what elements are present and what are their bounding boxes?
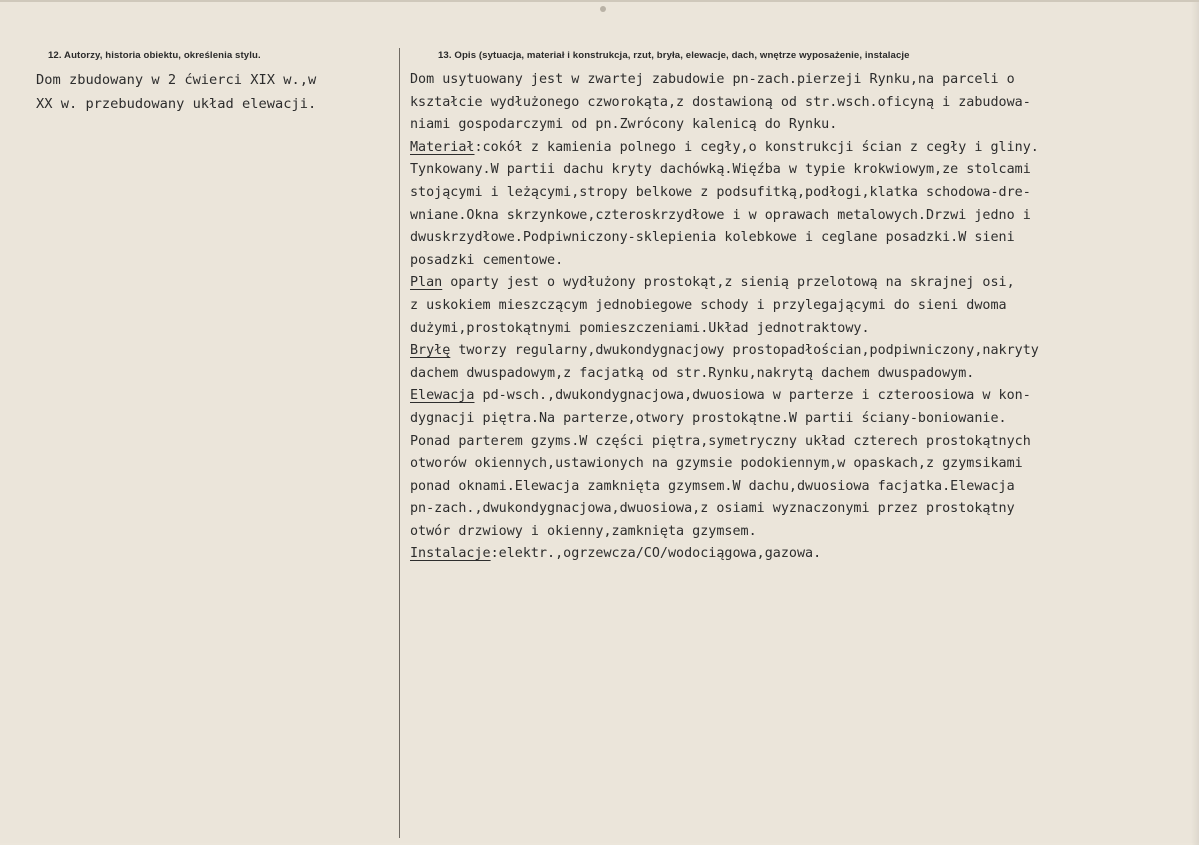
section-13-line (410, 92, 1190, 115)
section-12-header: 12. Autorzy, historia obiektu, określenia stylu. (48, 50, 261, 61)
section-13-line-text: ponad oknami.Elewacja zamknięta gzymsem.W dachu,dwuosiowa facjatka.Elewacja (410, 478, 1015, 494)
section-13-line (410, 498, 1190, 521)
section-13-line (410, 408, 1190, 431)
section-12-line: XX w. przebudowany układ elewacji. (36, 95, 317, 112)
section-13-line-text: z uskokiem mieszczącym jednobiegowe schody i przylegającymi do sieni dwoma (410, 297, 1007, 313)
section-12-line: Dom zbudowany w 2 ćwierci XIX w.,w (36, 72, 317, 88)
section-13-line-text: dachem dwuspadowym,z facjatką od str.Rynku,nakrytą dachem dwuspadowym. (410, 365, 975, 381)
section-13-line (410, 69, 1190, 92)
section-13-subheading: Materiał (410, 139, 475, 155)
section-13-line-text: Dom usytuowany jest w zwartej zabudowie pn-zach.pierzeji Rynku,na parceli o (410, 72, 1015, 87)
section-13-line (410, 318, 1190, 341)
section-13-line-text: dużymi,prostokątnymi pomieszczeniami.Układ jednotraktowy. (410, 320, 870, 336)
section-13-line-text: pn-zach.,dwukondygnacjowa,dwuosiowa,z osiami wyznaczonymi przez prostokątny (410, 501, 1015, 517)
section-13-line (410, 272, 1190, 295)
section-12-text (36, 69, 388, 116)
section-13-line (410, 453, 1190, 476)
section-13-line-text: :cokół z kamienia polnego i cegły,o konstrukcji ścian z cegły i gliny. (474, 139, 1039, 155)
section-13-subheading: Elewacja (410, 388, 475, 404)
section-13-line (410, 114, 1190, 137)
section-13-line (410, 182, 1190, 205)
section-13-line-text: otwór drzwiowy i okienny,zamknięta gzymsem. (410, 523, 757, 539)
section-13-line (410, 431, 1190, 454)
section-13-line (410, 205, 1190, 228)
section-13-line-text: wniane.Okna skrzynkowe,czteroskrzydłowe i w oprawach metalowych.Drzwi jedno i (410, 207, 1031, 223)
section-13-line (410, 476, 1190, 499)
section-13-line-text: kształcie wydłużonego czworokąta,z dostawioną od str.wsch.oficyną i zabudowa- (410, 94, 1031, 110)
section-13-line (410, 227, 1190, 250)
section-13 (410, 50, 1190, 566)
section-13-text (410, 69, 1190, 566)
section-13-line (410, 521, 1190, 544)
section-13-subheading: Bryłę (410, 343, 451, 359)
paper-edge-shade (1191, 2, 1199, 845)
section-13-line-text: tworzy regularny,dwukondygnacjowy prostopadłościan,podpiwniczony,nakryty (450, 343, 1039, 359)
section-13-line-text: Tynkowany.W partii dachu kryty dachówką.Więźba w typie krokwiowym,ze stolcami (410, 162, 1031, 178)
paper-mark (600, 6, 606, 12)
section-13-line (410, 340, 1190, 363)
section-13-line-text: pd-wsch.,dwukondygnacjowa,dwuosiowa w parterze i czteroosiowa w kon- (474, 388, 1031, 404)
section-13-subheading: Plan (410, 275, 443, 291)
section-13-line-text: oparty jest o wydłużony prostokąt,z sienią przelotową na skrajnej osi, (442, 275, 1015, 291)
section-13-line (410, 543, 1190, 566)
section-13-line-text: otworów okiennych,ustawionych na gzymsie podokiennym,w opaskach,z gzymsikami (410, 456, 1023, 472)
section-13-line-text: stojącymi i leżącymi,stropy belkowe z podsufitką,podłogi,klatka schodowa-dre- (410, 184, 1031, 200)
section-13-line (410, 295, 1190, 318)
section-13-subheading: Instalacje (410, 546, 491, 562)
section-13-line (410, 159, 1190, 182)
section-13-line-text: dwuskrzydłowe.Podpiwniczony-sklepienia kolebkowe i ceglane posadzki.W sieni (410, 230, 1015, 246)
section-13-line (410, 250, 1190, 273)
section-13-line (410, 363, 1190, 386)
section-13-header: 13. Opis (sytuacja, materiał i konstrukcja, rzut, bryła, elewacje, dach, wnętrze wyposażenie, instalacje (438, 50, 910, 61)
section-13-line-text: posadzki cementowe. (410, 252, 564, 268)
column-divider (399, 48, 400, 838)
section-13-line-text: Ponad parterem gzyms.W części piętra,symetryczny układ czterech prostokątnych (410, 433, 1031, 449)
section-13-line (410, 137, 1190, 160)
section-13-line (410, 385, 1190, 408)
section-13-line-text: niami gospodarczymi od pn.Zwrócony kalenicą do Rynku. (410, 117, 838, 133)
section-13-line-text: :elektr.,ogrzewcza/CO/wodociągowa,gazowa. (490, 546, 822, 562)
section-12 (36, 50, 388, 116)
section-13-line-text: dygnacji piętra.Na parterze,otwory prostokątne.W partii ściany-boniowanie. (410, 410, 1007, 426)
